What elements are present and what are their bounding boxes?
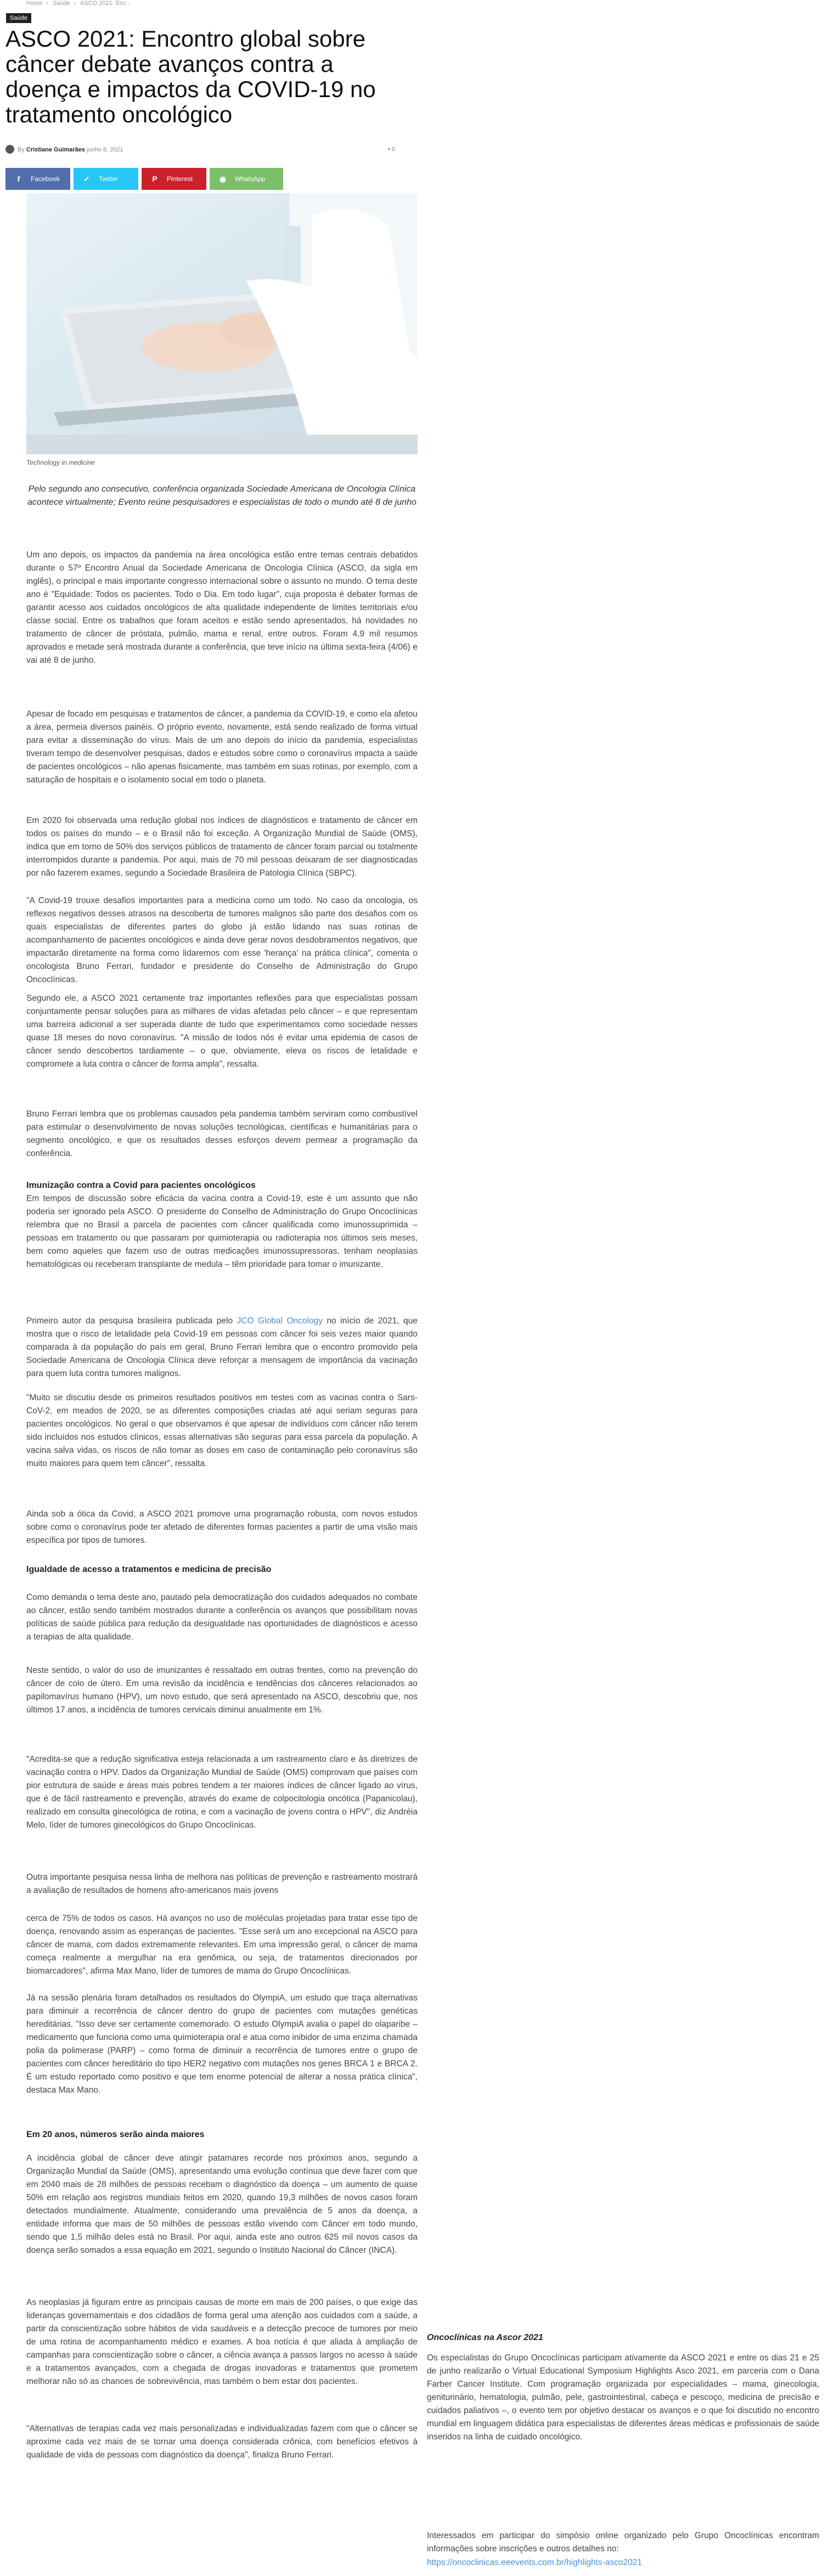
paragraph: Em 2020 foi observada uma redução global nos índices de diagnósticos e tratamento de câncer em todos os países do mundo – e o Brasil não foi exceção. A Organização Mundial de Saúde (OMS), indica que em torno de 50% dos serviços públicos de tratamento de câncer foram parcial ou totalmente interrompidos durante a pandemia. Por aqui, mais de 70 mil pessoas deixaram de ser diagnosticadas por não fazerem exames, segundo a Sociedade Brasileira de Patologia Clínica (SBPC). — [26, 816, 418, 878]
article-lead: Pelo segundo ano consecutivo, conferência organizada Sociedade Americana de Oncologia Clínica acontece virtualmente; Evento reúne pesquisadores e especialistas de todo o mundo até 8 de junho — [27, 484, 416, 507]
share-pinterest-button[interactable] — [142, 168, 206, 190]
share-twitter-label: Twitter — [99, 175, 119, 183]
image-caption: Technology in medicine — [26, 459, 95, 466]
paragraph: Outra importante pesquisa nessa linha de melhora nas políticas de prevenção e rastreamento mostrará a avaliação de resultados de homens afro-americanos mais jovens — [26, 1873, 418, 1895]
featured-image — [26, 193, 418, 454]
paragraph: Como demanda o tema deste ano, pautado pela democratização dos cuidados adequados no combate ao câncer, estão sendo também mostrados durante a conferência os avanços que possibilitam novas políticas de saúde pública para redução da desigualdade nas oportunidades de diagnósticos e acesso a terapias de alta qualidade. — [26, 1593, 418, 1642]
share-facebook-label: Facebook — [31, 175, 60, 183]
paragraph: Um ano depois, os impactos da pandemia na área oncológica estão entre temas centrais debatidos durante o 57º Encontro Anual da Sociedade Americana de Oncologia Clínica (ASCO, da sigla em inglês), o principal e mais importante congresso internacional sobre o assunto no mundo. O tema deste ano é "Equidade: Todos os pacientes. Todo o Dia. Em todo lugar", cuja proposta é debater formas de garantir acesso aos cuidados oncológicos de alta qualidade independente de limites territoriais e/ou classe social. Entre os trabalhos que foram aceitos e estão sendo apresentados, há novidades no tratamento de câncer de próstata, pulmão, mama e renal, entre outros. Foram 4,9 mil resumos aprovados e metade será mostrada durante a conferência, que teve início na última sexta-feira (4/06) e vai até 8 de junho. — [26, 550, 418, 665]
share-whatsapp-label: WhatsApp — [235, 175, 266, 183]
by-label: By — [18, 146, 25, 153]
breadcrumb: Home › Saúde › ASCO 2021: Enc... — [26, 0, 131, 7]
paragraph: "Acredita-se que a redução significativa esteja relacionada a um rastreamento claro e às diretrizes de vacinação contra o HPV. Dados da Organização Mundial de Saúde (OMS) comprovam que países com pior estrutura de saúde e áreas mais pobres tendem a ter maiores índices de câncer ligado ao vírus, que é de fácil rastreamento e prevenção, através do exame de colpocitologia oncótica (Papanicolau), realizado em consulta ginecológica de rotina, e com a vacinação de jovens contra o HPV", diz Andréia Melo, líder de tumores ginecológicos do Grupo Oncoclínicas. — [26, 1755, 418, 1830]
whatsapp-icon: ◉ — [219, 174, 227, 183]
paragraph: Em tempos de discussão sobre eficácia da vacina contra a Covid-19, este é um assunto que não poderia ser ignorado pela ASCO. O presidente do Conselho de Administração do Grupo Oncoclínicas relembra que no Brasil a parcela de pacientes com câncer qualificada como imunossuprimida – pessoas em tratamento ou que passaram por quimioterapia ou radioterapia nos últimos seis meses, bem como aqueles que fazem uso de outras medicações imunossupressoras, tenham neoplasias hematológicas ou receberam transplante de medula – têm prioridade para tomar o imunizante. — [26, 1194, 418, 1269]
aside-heading: Oncoclínicas na Ascor 2021 — [427, 2333, 543, 2342]
paragraph: Já na sessão plenária foram detalhados os resultados do OlympiA, um estudo que traça alternativas para diminuir a recorrência de câncer dentro do grupo de pacientes com mutações genéticas hereditárias. "Isso deve ser certamente comemorado. O estudo OlympiA avalia o papel do olaparibe – medicamento que funciona como uma quimioterapia oral e atua como inibidor de uma enzima chamada polia da polimerase (PARP) – como forma de diminuir a recorrência de tumores entre o grupo de pacientes com câncer hereditário do tipo HER2 negativo com mutações nos genes BRCA 1 e BRCA 2. É um estudo reportado como positivo e que tem enorme potencial de alterar a nossa prática clínica", destaca Max Mano. — [26, 1993, 418, 2095]
aside-cta: Interessados em participar do simpósio online organizado pelo Grupo Oncoclínicas encontram informações sobre inscrições e outros detalhes no: — [427, 2531, 819, 2554]
section-heading: Em 20 anos, números serão ainda maiores — [26, 2130, 205, 2139]
paragraph-text: Primeiro autor da pesquisa brasileira publicada pelo — [26, 1316, 237, 1326]
symposium-link[interactable]: https://oncoclinicas.eeevents.com.br/highlights-asco2021 — [427, 2558, 643, 2567]
paragraph: "Muito se discutiu desde os primeiros resultados positivos em testes com as vacinas contra o Sars-CoV-2, em meados de 2020, se as diferentes composições criadas até aqui seriam seguras para pacientes oncológicos. No geral o que observamos é que apesar de indivíduos com câncer não terem sido incluídos nos estudos clínicos, essas alternativas são seguras para essa parcela da população. A vacina salva vidas, os riscos de não tomar as doses em caso de contaminação pelo coronavírus são muito maiores para quem tem câncer", ressalta. — [26, 1393, 418, 1468]
category-badge[interactable]: Saúde — [6, 13, 31, 23]
author-name[interactable]: Cristiane Guimarães — [26, 146, 85, 153]
twitter-icon: ✓ — [83, 174, 90, 183]
paragraph: "Alternativas de terapias cada vez mais personalizadas e individualizadas fazem com que o câncer se aproxime cada vez mais de se tornar uma doença considerada crônica, com benefícios efetivos à qualidade de vida de pessoas com diagnóstico da doença", finaliza Bruno Ferrari. — [26, 2424, 418, 2460]
paragraph-text: no início de 2021, que mostra que o risco de letalidade pela Covid-19 em pessoas com câncer foi seis vezes maior quando comparada à da população do país em geral, Bruno Ferrari lembra que o encontro promovido pela Sociedade Americana de Oncologia Clínica deve reforçar a mensagem de importância da vacinação para quem luta contra tumores malignos. — [26, 1316, 418, 1378]
paragraph: Neste sentido, o valor do uso de imunizantes é ressaltado em outras frentes, como na prevenção do câncer de colo de útero. Em uma revisão da incidência e tendências dos cânceres relacionados ao papilomavírus humano (HPV), um novo estudo, que será apresentado na ASCO, descobriu que, nos últimos 17 anos, a incidência de tumores cervicais diminui anualmente em 1%. — [26, 1666, 418, 1715]
paragraph: cerca de 75% de todos os casos. Há avanços no uso de moléculas projetadas para tratar esse tipo de doença, renovando assim as esperanças de pacientes. "Esse será um ano excepcional na ASCO para câncer de mama, com dados extremamente relevantes. Em uma impressão geral, o câncer de mama começa realmente a mergulhar na era genômica, ou seja, de tratamentos direcionados por biomarcadores", afirma Max Mano, líder de tumores de mama do Grupo Oncoclínicas. — [26, 1914, 418, 1976]
post-meta — [5, 144, 395, 156]
paragraph: Apesar de focado em pesquisas e tratamentos de câncer, a pandemia da COVID-19, e como ela afetou a área, permeia diversos painéis. O próprio evento, novamente, está sendo realizado de forma virtual para evitar a disseminação do vírus. Mais de um ano depois do início da pandemia, especialistas tiveram tempo de desenvolver pesquisas, dados e estudos sobre como o coronavírus impacta a saúde de pacientes oncológicos – não apenas fisicamente, mas também em suas rotinas, por exemplo, com a saturação de hospitais e o isolamento social em todo o planeta. — [26, 709, 418, 785]
author-byline — [18, 146, 123, 153]
pinterest-icon: P — [152, 174, 157, 183]
paragraph: Bruno Ferrari lembra que os problemas causados pela pandemia também serviram como combustível para estimular o desenvolvimento de novas soluções tecnológicas, científicas e humanitárias para o segmento oncológico, e que os resultados desses esforços devem permear a programação da conferência. — [26, 1109, 418, 1158]
journal-link[interactable]: JCO Global Oncology — [236, 1316, 323, 1326]
post-date: junho 8, 2021 — [86, 146, 123, 153]
page-title: ASCO 2021: Encontro global sobre câncer debate avanços contra a doença e impactos da COVID-19 no tratamento oncológico — [5, 26, 376, 127]
section-heading: Imunização contra a Covid para pacientes oncológicos — [26, 1181, 256, 1190]
section-heading: Igualdade de acesso a tratamentos e medicina de precisão — [26, 1565, 272, 1574]
breadcrumb-category[interactable]: Saúde — [53, 0, 70, 7]
paragraph — [26, 1315, 418, 1380]
comment-count-value: 0 — [391, 146, 395, 153]
aside-paragraph: Os especialistas do Grupo Oncoclínicas participam ativamente da ASCO 2021 e entre os dias 21 e 25 de junho realizarão o Virtual Educational Symposium Highlights Asco 2021, em parceria com o Dana Farber Cancer Institute. Com programação organizada por especialidades – mama, ginecologia, geniturinário, hematologia, pulmão, pele, gastrointestinal, cabeça e pescoço, medicina de precisão e cuidados paliativos –, o evento tem por objetivo destacar os avanços e o que foi discutido no encontro mundial em linguagem didática para especialistas de diferentes áreas médicas e profissionais de saúde inseridos na linha de cuidado oncológico. — [427, 2353, 819, 2442]
breadcrumb-home[interactable]: Home — [26, 0, 43, 7]
breadcrumb-current: ASCO 2021: Enc... — [80, 0, 131, 7]
facebook-icon: f — [17, 174, 20, 183]
comment-count[interactable] — [388, 146, 395, 153]
share-facebook-button[interactable] — [5, 168, 70, 190]
paragraph: "A Covid-19 trouxe desafios importantes para a medicina como um todo. No caso da oncologia, os reflexos negativos desses atrasos na descoberta de tumores malignos são parte dos desafios com os quais especialistas de diferentes partes do globo já estão lidando nas suas rotinas de acompanhamento de pacientes oncológicos e ainda deve gerar novos desdobramentos negativos, que impactarão diretamente na forma como lidaremos com esse 'herança' na prática clínica", comenta o oncologista Bruno Ferrari, fundador e presidente do Conselho de Administração do Grupo Oncoclínicas. — [26, 896, 418, 984]
paragraph: As neoplasias já figuram entre as principais causas de morte em mais de 200 países, o que exige das lideranças governamentais e dos cidadãos de forma geral uma atenção aos cuidados com a saúde, a partir da conscientização sobre hábitos de vida saudáveis e a detecção precoce de tumores por meio de uma rotina de acompanhamento médico e exames. A boa notícia é que aliada à ampliação de campanhas para conscientização sobre o câncer, a ciência avança a passos largos no acesso à saúde e a tratamentos avançados, com a chegada de drogas inovadoras e tratamentos que prometem melhorar não só as chances de sobrevivência, mas também o bem estar dos pacientes. — [26, 2298, 418, 2386]
share-pinterest-label: Pinterest — [167, 175, 193, 183]
comment-icon: ▪ — [387, 146, 390, 153]
paragraph: A incidência global de câncer deve atingir patamares recorde nos próximos anos, segundo a Organização Mundial da Saúde (OMS), apresentando uma evolução contínua que deve fazer com que em 2040 mais de 28 milhões de pessoas recebam o diagnóstico da doença – um aumento de quase 50% em relação aos registros mundiais feitos em 2020, quando 19,3 milhões de novos casos foram detectados mundialmente. Atualmente, considerando uma prevalência de 5 anos da doença, a entidade informa que mais de 50 milhões de pessoas estão vivendo com Câncer em todo mundo, sendo que 1,5 milhão deles está no Brasil. Por aqui, ainda este ano outros 625 mil novos casos da doença serão somados a essa equação em 2021, segundo o Instituto Nacional do Câncer (INCA). — [26, 2154, 418, 2255]
share-twitter-button[interactable] — [74, 168, 138, 190]
share-whatsapp-button[interactable] — [210, 168, 283, 190]
paragraph: Segundo ele, a ASCO 2021 certamente traz importantes reflexões para que especialistas possam conjuntamente pensar soluções para as milhares de vidas afetadas pelo câncer – e que representam uma barreira adicional a ser superada diante de tudo que experimentamos como sociedade nesses quase 18 meses do novo coronavírus. "A missão de todos nós é evitar uma epidemia de casos de câncer sendo descobertos tardiamente – o que, obviamente, eleva os riscos de letalidade e compromete a luta contra o câncer de forma ampla", ressalta. — [26, 994, 418, 1069]
paragraph: Ainda sob a ótica da Covid, a ASCO 2021 promove uma programação robusta, com novos estudos sobre como o coronavírus pode ter afetado de diferentes formas pacientes a partir de uma visão mais específica por tipos de tumores. — [26, 1509, 418, 1545]
author-avatar[interactable] — [5, 145, 14, 154]
